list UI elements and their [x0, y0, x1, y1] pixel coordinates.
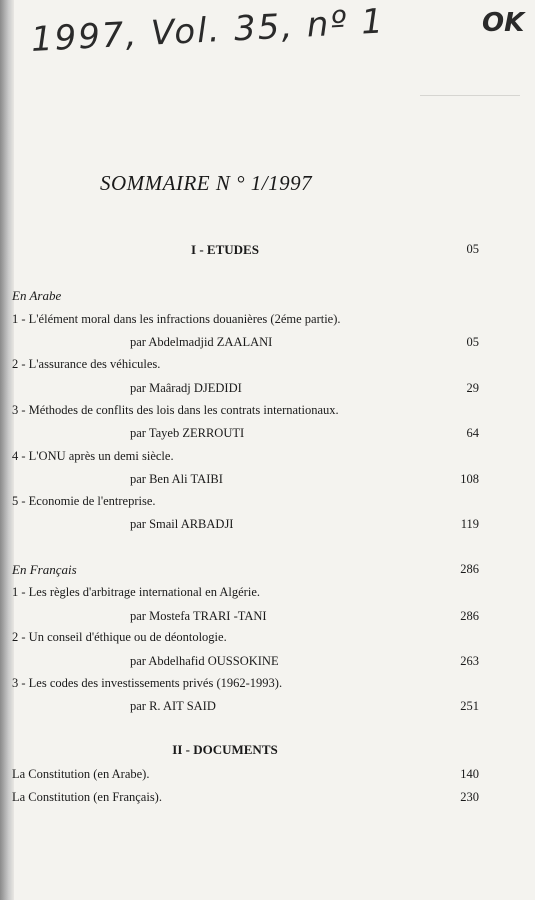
handwritten-ok-mark: OK	[482, 8, 525, 38]
entry-author: par R. AIT SAID	[130, 699, 216, 713]
entry-title-row	[0, 312, 535, 332]
subsection-page-number: 286	[460, 562, 479, 576]
entry-title: 2 - L'assurance des véhicules.	[12, 357, 161, 371]
entry-page-number: 05	[466, 335, 479, 349]
entry-author-row	[0, 426, 535, 446]
entry-page-number: 119	[460, 517, 479, 531]
document-title: La Constitution (en Français).	[12, 790, 162, 804]
entry-author-row	[0, 472, 535, 492]
entry-title-row	[0, 403, 535, 423]
entry-title-row	[0, 494, 535, 514]
entry-author-row	[0, 335, 535, 355]
section-page-number: 05	[466, 242, 479, 256]
entry-title: 3 - Méthodes de conflits des lois dans les contrats internationaux.	[12, 403, 339, 417]
entry-author-row	[0, 381, 535, 401]
entry-page-number: 108	[460, 472, 479, 486]
entry-title: 4 - L'ONU après un demi siècle.	[12, 449, 174, 463]
entry-title-row	[0, 357, 535, 377]
subsection-label-row	[0, 562, 535, 582]
document-title: La Constitution (en Arabe).	[12, 767, 150, 781]
subsection-label-francais: En Français	[12, 562, 77, 577]
entry-author: par Smail ARBADJI	[130, 517, 234, 531]
document-row	[0, 790, 535, 810]
entry-author: par Ben Ali TAIBI	[130, 472, 223, 486]
document-page-number: 140	[460, 767, 479, 781]
show-through-line	[420, 95, 520, 96]
entry-title: 3 - Les codes des investissements privés (1962-1993).	[12, 676, 283, 690]
section-heading-documents: II - DOCUMENTS	[172, 742, 278, 757]
entry-author: par Maâradj DJEDIDI	[130, 381, 242, 395]
entry-title-row	[0, 630, 535, 650]
handwritten-annotation: 1997, Vol. 35, nº 1	[30, 1, 386, 60]
entry-author-row	[0, 699, 535, 719]
entry-page-number: 64	[466, 426, 479, 440]
entry-page-number: 263	[460, 654, 479, 668]
entry-author-row	[0, 609, 535, 629]
entry-title-row	[0, 676, 535, 696]
entry-title: 2 - Un conseil d'éthique ou de déontologie.	[12, 630, 227, 644]
entry-author: par Tayeb ZERROUTI	[130, 426, 245, 440]
entry-page-number: 286	[460, 609, 479, 623]
entry-author: par Abdelmadjid ZAALANI	[130, 335, 273, 349]
subsection-label-arabe: En Arabe	[12, 288, 62, 303]
entry-page-number: 29	[466, 381, 479, 395]
entry-title: 1 - L'élément moral dans les infractions douanières (2éme partie).	[12, 312, 341, 326]
entry-title: 1 - Les règles d'arbitrage international en Algérie.	[12, 585, 260, 599]
entry-author-row	[0, 517, 535, 537]
entry-author-row	[0, 654, 535, 674]
entry-page-number: 251	[460, 699, 479, 713]
entry-title-row	[0, 585, 535, 605]
subsection-label-row	[0, 288, 535, 308]
section-heading-etudes: I - ETUDES	[191, 242, 259, 257]
section-heading-row	[0, 742, 535, 762]
entry-title: 5 - Economie de l'entreprise.	[12, 494, 156, 508]
document-page-number: 230	[460, 790, 479, 804]
entry-author: par Abdelhafid OUSSOKINE	[130, 654, 279, 668]
entry-author: par Mostefa TRARI -TANI	[130, 609, 267, 623]
entry-title-row	[0, 449, 535, 469]
page-title: SOMMAIRE N ° 1/1997	[100, 171, 313, 195]
section-heading-row	[0, 242, 535, 262]
document-row	[0, 767, 535, 787]
